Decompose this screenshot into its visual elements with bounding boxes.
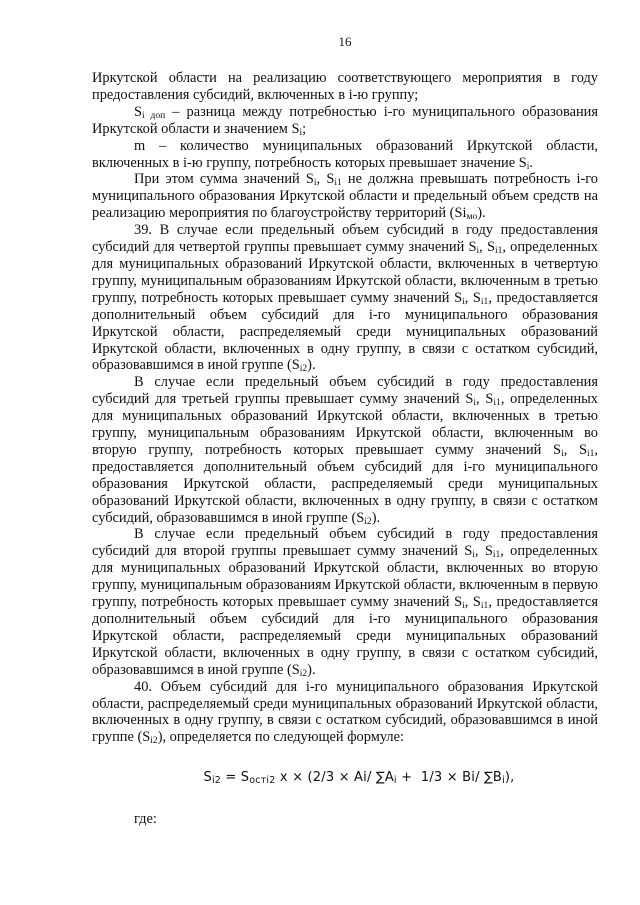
- where-label: где:: [134, 811, 157, 828]
- document-page: [92, 34, 598, 828]
- document-body: [92, 70, 598, 746]
- paragraph-p3: При этом сумма значений $S_i$, $S_{i1}$ не должна превышать потребность i-го муниципального образования Иркутской области и предельный объем средств на реализацию мероприятия по благоустройству территорий $(Si_{мо})$.: [92, 171, 598, 223]
- paragraph-p1: $S_{i доп}$ – разница между потребностью i-го муниципального образования Иркутской области и значением $S_i$;: [92, 103, 598, 138]
- paragraph-p0: Иркутской области на реализацию соответствующего мероприятия в году предоставления субсидий, включенных в i-ю группу;: [92, 70, 598, 103]
- formula: $S_{i2} = S_{остi2}$ x × (2/3 × Ai/ $\sum A_i + 1/3 \times Bi/$ $\sum B_i$),: [203, 770, 515, 787]
- paragraph-p7: 40. Объем субсидий для i-го муниципального образования Иркутской области, распределяемый среди муниципальных образований Иркутской области, включенных в одну группу, в связи с остатком субсидий, образовавшимся в иной группе $(S_{i2})$, определяется по следующей формуле:: [92, 678, 598, 747]
- paragraph-p2: m – количество муниципальных образований Иркутской области, включенных в i-ю группу, потребность которых превышает значение $S_i$.: [92, 137, 598, 172]
- paragraph-p4: 39. В случае если предельный объем субсидий в году предоставления субсидий для четвертой группы превышает сумму значений $S_i$, $S_{i1}$, определенных для муниципальных образований Иркутской области, включенных в четвертую группу, муниципальным образованиям Иркутской области, включенным в третью группу, потребность которых превышает сумму значений $S_i$, $S_{i1}$, предоставляется дополнительный объем субсидий для i-го муниципального образования Иркутской области, распределяемый среди муниципальных образований Иркутской области, включенных в одну группу, в связи с остатком субсидий, образовавшимся в иной группе $(S_{i2})$.: [92, 222, 598, 375]
- paragraph-p5: В случае если предельный объем субсидий в году предоставления субсидий для третьей группы превышает сумму значений $S_i$, $S_{i1}$, определенных для муниципальных образований Иркутской области, включенных в третью группу, муниципальным образованиям Иркутской области, включенным во вторую группу, потребность которых превышает сумму значений $S_i$, $S_{i1}$, предоставляется дополнительный объем субсидий для i-го муниципального образования Иркутской области, распределяемый среди муниципальных образований Иркутской области, включенных в одну группу, в связи с остатком субсидий, образовавшимся в иной группе $(S_{i2})$.: [92, 374, 599, 527]
- page-number: 16: [338, 34, 352, 49]
- paragraph-p6: В случае если предельный объем субсидий в году предоставления субсидий для второй группы превышает сумму значений $S_i$, $S_{i1}$, определенных для муниципальных образований Иркутской области, включенных во вторую группу, муниципальным образованиям Иркутской области, включенным в первую группу, потребность которых превышает сумму значений $S_i$, $S_{i1}$, предоставляется дополнительный объем субсидий для i-го муниципального образования Иркутской области, распределяемый среди муниципальных образований Иркутской области, включенных в одну группу, в связи с остатком субсидий, образовавшимся в иной группе $(S_{i2})$.: [92, 526, 599, 679]
